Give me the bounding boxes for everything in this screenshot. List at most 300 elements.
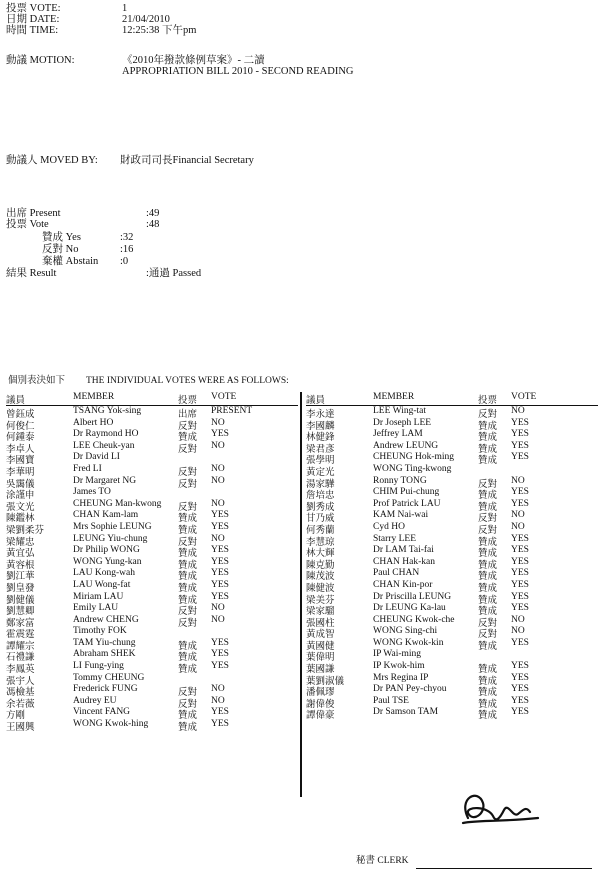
member-name-en: Dr PAN Pey-chyou: [373, 684, 447, 695]
table-row: [6, 545, 298, 560]
member-name-zh: 甘乃威: [306, 514, 335, 525]
clerk-signature-line: [416, 868, 592, 869]
vote-zh: 贊成: [178, 665, 198, 676]
abstain-label: 棄權 Abstain: [42, 256, 99, 267]
table-row: [6, 673, 298, 685]
vote-en: YES: [511, 487, 529, 498]
member-name-en: CHEUNG Man-kwong: [73, 498, 162, 509]
vote-zh: 反對: [478, 630, 498, 641]
vote-zh: 贊成: [178, 514, 198, 525]
vote-zh: 反對: [178, 537, 198, 548]
member-name-en: LEUNG Yiu-chung: [73, 533, 148, 544]
member-name-zh: 張宇人: [6, 676, 35, 687]
vote-en: NO: [511, 510, 525, 521]
vote-en: NO: [511, 521, 525, 532]
member-name-zh: 陳鑑林: [6, 514, 35, 525]
vote-en: YES: [211, 579, 229, 590]
table-row: [306, 534, 598, 546]
member-name-en: Dr LAM Tai-fai: [373, 545, 434, 556]
vote-zh: 反對: [178, 479, 198, 490]
header-vote-en: VOTE: [511, 392, 537, 402]
vote-zh: 反對: [178, 688, 198, 699]
table-row: [6, 684, 298, 699]
table-row: [306, 568, 598, 583]
member-name-en: Andrew CHENG: [73, 614, 139, 625]
member-name-en: TAM Yiu-chung: [73, 637, 136, 648]
member-name-en: Dr Margaret NG: [73, 475, 137, 486]
member-name-zh: 余若薇: [6, 699, 35, 710]
member-name-zh: 李國寶: [6, 456, 35, 467]
vote-zh: 贊成: [178, 583, 198, 594]
vote-en: NO: [211, 440, 225, 451]
member-name-en: WONG Sing-chi: [373, 626, 438, 637]
vote-en: YES: [511, 637, 529, 648]
vote-zh: 贊成: [478, 595, 498, 606]
member-name-en: TSANG Yok-sing: [73, 406, 142, 416]
individual-heading-zh: 個別表決如下: [8, 376, 66, 386]
vote-zh: 反對: [178, 444, 198, 455]
member-name-zh: 黃宜弘: [6, 549, 35, 560]
member-name-en: Mrs Sophie LEUNG: [73, 521, 152, 532]
table-row: [6, 649, 298, 664]
left-table-header: [6, 392, 298, 406]
vote-en: YES: [211, 719, 229, 730]
vote-zh: 反對: [478, 514, 498, 525]
vote-zh: 贊成: [478, 711, 498, 722]
vote-en: NO: [511, 406, 525, 416]
left-column: [6, 392, 298, 734]
table-row: [6, 522, 298, 534]
vote-en: YES: [511, 533, 529, 544]
table-row: [306, 557, 598, 569]
result-value: :通過 Passed: [146, 268, 202, 279]
member-name-zh: 黃國健: [306, 641, 335, 652]
yes-label: 贊成 Yes: [42, 232, 81, 243]
member-name-zh: 何俊仁: [6, 421, 35, 432]
right-table-header: [306, 392, 598, 406]
vote-zh: 反對: [478, 410, 498, 420]
table-row: [6, 406, 298, 418]
member-name-zh: 曾鈺成: [6, 410, 35, 420]
member-name-en: Frederick FUNG: [73, 684, 138, 695]
table-row: [306, 603, 598, 618]
member-name-en: Paul CHAN: [373, 568, 420, 579]
vote-en: YES: [511, 672, 529, 683]
vote-en: YES: [211, 556, 229, 567]
member-name-zh: 林大輝: [306, 549, 335, 560]
vote-en: YES: [211, 545, 229, 556]
table-row: [306, 545, 598, 560]
member-name-en: Miriam LAU: [73, 591, 124, 602]
vote-count-label: 投票 Vote: [6, 219, 49, 230]
vote-zh: 贊成: [178, 653, 198, 664]
vote-zh: 贊成: [478, 699, 498, 710]
member-name-zh: 黃成智: [306, 630, 335, 641]
vote-en: YES: [511, 556, 529, 567]
table-row: [306, 615, 598, 627]
member-name-zh: 梁耀忠: [6, 537, 35, 548]
motion-title-zh: 《2010年撥款條例草案》- 二讀: [122, 55, 265, 66]
table-row: [306, 452, 598, 467]
member-name-zh: 霍震霆: [6, 630, 35, 641]
table-row: [6, 603, 298, 618]
table-row: [306, 638, 598, 650]
member-name-zh: 張國柱: [306, 618, 335, 629]
vote-en: YES: [511, 695, 529, 706]
member-name-en: CHIM Pui-chung: [373, 487, 440, 498]
member-name-en: Andrew LEUNG: [373, 440, 439, 451]
vote-zh: 反對: [478, 525, 498, 536]
vote-zh: 贊成: [178, 549, 198, 560]
member-name-zh: 涂謹申: [6, 491, 35, 502]
column-divider: [300, 392, 302, 797]
vote-en: YES: [211, 510, 229, 521]
right-column: [306, 392, 598, 722]
header-vote-zh: 投票: [478, 396, 498, 406]
member-name-zh: 陳健波: [306, 583, 335, 594]
vote-number-value: 1: [122, 3, 128, 14]
vote-zh: 贊成: [478, 572, 498, 583]
member-name-zh: 梁君彥: [306, 444, 335, 455]
vote-zh: 贊成: [478, 421, 498, 432]
present-value: :49: [146, 208, 160, 219]
member-name-en: Mrs Regina IP: [373, 672, 429, 683]
vote-en: YES: [211, 661, 229, 672]
vote-en: NO: [211, 695, 225, 706]
vote-en: NO: [211, 463, 225, 474]
header-vote-en: VOTE: [211, 392, 237, 402]
member-name-en: CHAN Hak-kan: [373, 556, 436, 567]
member-name-zh: 何鍾泰: [6, 433, 35, 444]
member-name-zh: 李國麟: [306, 421, 335, 432]
vote-zh: 贊成: [178, 723, 198, 734]
vote-zh: 贊成: [478, 433, 498, 444]
vote-zh: 贊成: [478, 491, 498, 502]
vote-zh: 贊成: [178, 433, 198, 444]
vote-en: YES: [511, 707, 529, 718]
table-row: [306, 592, 598, 604]
vote-zh: 贊成: [478, 560, 498, 571]
vote-en: YES: [511, 661, 529, 672]
table-row: [306, 626, 598, 641]
vote-count-value: :48: [146, 219, 160, 230]
member-name-en: Dr LEUNG Ka-lau: [373, 603, 446, 614]
member-name-zh: 謝偉俊: [306, 699, 335, 710]
mover-value: 財政司司長Financial Secretary: [120, 155, 254, 166]
member-name-zh: 李慧琼: [306, 537, 335, 548]
header-vote-zh: 投票: [178, 396, 198, 406]
present-label: 出席 Present: [6, 208, 61, 219]
vote-en: NO: [211, 533, 225, 544]
table-row: [6, 429, 298, 444]
individual-heading-en: THE INDIVIDUAL VOTES WERE AS FOLLOWS:: [86, 376, 289, 386]
member-name-zh: 李鳳英: [6, 665, 35, 676]
member-name-zh: 吳靄儀: [6, 479, 35, 490]
table-row: [306, 406, 598, 418]
vote-zh: 贊成: [178, 572, 198, 583]
member-name-zh: 方剛: [6, 711, 26, 722]
table-row: [6, 557, 298, 569]
vote-en: YES: [511, 452, 529, 463]
member-name-zh: 譚偉豪: [306, 711, 335, 722]
member-name-en: Dr Samson TAM: [373, 707, 439, 718]
member-name-zh: 陳茂波: [306, 572, 335, 583]
table-row: [6, 580, 298, 592]
member-name-en: CHEUNG Kwok-che: [373, 614, 455, 625]
member-name-zh: 石禮謙: [6, 653, 35, 664]
date-label: 日期 DATE:: [6, 14, 60, 25]
no-label: 反對 No: [42, 244, 79, 255]
table-row: [6, 638, 298, 650]
member-name-en: CHAN Kin-por: [373, 579, 433, 590]
member-name-zh: 葉偉明: [306, 653, 335, 664]
member-name-en: WONG Kwok-kin: [373, 637, 444, 648]
table-row: [306, 499, 598, 511]
member-name-en: LI Fung-ying: [73, 661, 124, 672]
abstain-value: :0: [120, 256, 129, 267]
member-name-zh: 李華明: [6, 467, 35, 478]
clerk-label: 秘書 CLERK: [356, 856, 409, 866]
member-name-en: Timothy FOK: [73, 626, 127, 637]
member-name-zh: 劉健儀: [6, 595, 35, 606]
member-name-en: CHEUNG Hok-ming: [373, 452, 455, 463]
member-name-zh: 梁美芬: [306, 595, 335, 606]
vote-en: YES: [511, 591, 529, 602]
member-name-zh: 林健鋒: [306, 433, 335, 444]
motion-title-en: APPROPRIATION BILL 2010 - SECOND READING: [122, 66, 354, 77]
table-row: [306, 673, 598, 685]
member-name-en: Dr David LI: [73, 452, 120, 463]
vote-zh: 贊成: [478, 537, 498, 548]
header-member-zh: 議員: [306, 396, 326, 406]
member-name-zh: 李卓人: [6, 444, 35, 455]
member-name-zh: 何秀蘭: [306, 525, 335, 536]
table-row: [306, 661, 598, 676]
date-value: 21/04/2010: [122, 14, 170, 25]
table-row: [6, 707, 298, 722]
table-row: [306, 476, 598, 488]
member-name-zh: 梁劉柔芬: [6, 525, 45, 536]
member-name-zh: 劉秀成: [306, 502, 335, 513]
vote-en: YES: [511, 568, 529, 579]
table-row: [306, 510, 598, 525]
member-name-en: Vincent FANG: [73, 707, 131, 718]
vote-zh: 贊成: [478, 456, 498, 467]
table-row: [306, 707, 598, 722]
member-name-zh: 劉江華: [6, 572, 35, 583]
vote-en: NO: [511, 475, 525, 486]
vote-zh: 贊成: [478, 676, 498, 687]
vote-en: PRESENT: [211, 406, 253, 416]
member-name-en: Jeffrey LAM: [373, 429, 423, 440]
member-name-en: Dr Joseph LEE: [373, 417, 432, 428]
vote-zh: 反對: [478, 618, 498, 629]
member-name-en: Abraham SHEK: [73, 649, 136, 660]
vote-zh: 贊成: [478, 665, 498, 676]
table-row: [306, 441, 598, 453]
member-name-en: Dr Priscilla LEUNG: [373, 591, 452, 602]
member-name-zh: 葉劉淑儀: [306, 676, 345, 687]
table-row: [6, 487, 298, 502]
member-name-zh: 黃容根: [6, 560, 35, 571]
member-name-en: IP Wai-ming: [373, 649, 422, 660]
member-name-zh: 梁家騮: [306, 607, 335, 618]
table-row: [306, 487, 598, 502]
right-table-body: [306, 406, 598, 722]
header-member-zh: 議員: [6, 396, 26, 406]
member-name-en: Dr Raymond HO: [73, 429, 139, 440]
member-name-zh: 劉皇發: [6, 583, 35, 594]
vote-zh: 反對: [178, 607, 198, 618]
table-row: [6, 592, 298, 604]
left-table-body: [6, 406, 298, 734]
member-name-zh: 李永達: [306, 410, 335, 420]
member-name-en: Tommy CHEUNG: [73, 672, 145, 683]
table-row: [306, 418, 598, 430]
member-name-zh: 鄭家富: [6, 618, 35, 629]
vote-zh: 反對: [178, 699, 198, 710]
vote-zh: 反對: [178, 467, 198, 478]
member-name-zh: 譚耀宗: [6, 641, 35, 652]
vote-zh: 贊成: [178, 595, 198, 606]
motion-label: 動議 MOTION:: [6, 55, 75, 66]
member-name-en: LEE Cheuk-yan: [73, 440, 135, 451]
vote-en: NO: [511, 614, 525, 625]
table-row: [306, 464, 598, 476]
vote-en: YES: [211, 707, 229, 718]
table-row: [306, 522, 598, 534]
member-name-en: IP Kwok-him: [373, 661, 425, 672]
member-name-zh: 張學明: [306, 456, 335, 467]
mover-label: 動議人 MOVED BY:: [6, 155, 98, 166]
vote-en: YES: [511, 684, 529, 695]
vote-en: NO: [511, 626, 525, 637]
table-row: [6, 441, 298, 453]
clerk-signature: [438, 788, 548, 838]
vote-en: NO: [211, 417, 225, 428]
vote-en: YES: [511, 545, 529, 556]
vote-en: NO: [211, 684, 225, 695]
yes-value: :32: [120, 232, 134, 243]
member-name-zh: 黃定光: [306, 467, 335, 478]
member-name-en: Emily LAU: [73, 603, 119, 614]
member-name-en: Ronny TONG: [373, 475, 427, 486]
vote-zh: 反對: [478, 479, 498, 490]
header-member-en: MEMBER: [373, 392, 415, 402]
vote-en: YES: [211, 568, 229, 579]
member-name-en: LAU Wong-fat: [73, 579, 131, 590]
vote-zh: 反對: [178, 421, 198, 432]
vote-zh: 贊成: [478, 688, 498, 699]
vote-zh: 贊成: [478, 549, 498, 560]
member-name-en: CHAN Kam-lam: [73, 510, 139, 521]
vote-zh: 贊成: [478, 502, 498, 513]
vote-zh: 贊成: [478, 607, 498, 618]
table-row: [306, 684, 598, 699]
vote-en: NO: [211, 475, 225, 486]
vote-en: YES: [511, 440, 529, 451]
vote-zh: 反對: [178, 502, 198, 513]
vote-en: YES: [511, 579, 529, 590]
member-name-en: Audrey EU: [73, 695, 117, 706]
member-name-en: WONG Kwok-hing: [73, 719, 149, 730]
table-row: [6, 534, 298, 546]
table-row: [6, 626, 298, 641]
member-name-en: Albert HO: [73, 417, 114, 428]
member-name-en: Fred LI: [73, 463, 102, 474]
vote-en: YES: [211, 649, 229, 660]
member-name-en: Prof Patrick LAU: [373, 498, 441, 509]
vote-zh: 贊成: [178, 711, 198, 722]
vote-zh: 反對: [178, 618, 198, 629]
time-value: 12:25:38 下午pm: [122, 25, 197, 36]
table-row: [306, 429, 598, 444]
member-name-en: Starry LEE: [373, 533, 417, 544]
vote-zh: 贊成: [478, 641, 498, 652]
member-name-en: James TO: [73, 487, 111, 498]
vote-en: YES: [511, 603, 529, 614]
member-name-en: LAU Kong-wah: [73, 568, 136, 579]
vote-en: YES: [511, 429, 529, 440]
vote-en: YES: [211, 521, 229, 532]
vote-number-label: 投票 VOTE:: [6, 3, 61, 14]
member-name-zh: 張文光: [6, 502, 35, 513]
time-label: 時間 TIME:: [6, 25, 59, 36]
table-row: [6, 418, 298, 430]
table-row: [6, 464, 298, 476]
vote-zh: 贊成: [178, 525, 198, 536]
table-row: [6, 568, 298, 583]
member-name-zh: 馮檢基: [6, 688, 35, 699]
table-row: [6, 696, 298, 708]
vote-zh: 贊成: [478, 444, 498, 455]
member-name-en: WONG Ting-kwong: [373, 463, 452, 474]
member-name-zh: 潘佩璆: [306, 688, 335, 699]
vote-en: YES: [211, 591, 229, 602]
header-member-en: MEMBER: [73, 392, 115, 402]
member-name-zh: 劉慧卿: [6, 607, 35, 618]
member-name-en: LEE Wing-tat: [373, 406, 426, 416]
no-value: :16: [120, 244, 134, 255]
vote-en: NO: [211, 603, 225, 614]
member-name-zh: 詹培忠: [306, 491, 335, 502]
table-row: [6, 452, 298, 467]
vote-en: YES: [511, 498, 529, 509]
vote-en: NO: [211, 614, 225, 625]
vote-en: YES: [211, 429, 229, 440]
member-name-zh: 王國興: [6, 723, 35, 734]
vote-en: NO: [211, 498, 225, 509]
table-row: [6, 476, 298, 488]
table-row: [6, 499, 298, 511]
table-row: [306, 696, 598, 708]
vote-en: YES: [211, 637, 229, 648]
table-row: [6, 719, 298, 734]
table-row: [6, 661, 298, 676]
member-name-en: Dr Philip WONG: [73, 545, 140, 556]
member-name-en: Paul TSE: [373, 695, 409, 706]
table-row: [6, 510, 298, 525]
vote-zh: 出席: [178, 410, 198, 420]
vote-zh: 贊成: [178, 641, 198, 652]
table-row: [6, 615, 298, 627]
vote-en: YES: [511, 417, 529, 428]
member-name-zh: 湯家驊: [306, 479, 335, 490]
member-name-en: Cyd HO: [373, 521, 405, 532]
result-label: 結果 Result: [6, 268, 57, 279]
table-row: [306, 649, 598, 664]
vote-zh: 贊成: [178, 560, 198, 571]
